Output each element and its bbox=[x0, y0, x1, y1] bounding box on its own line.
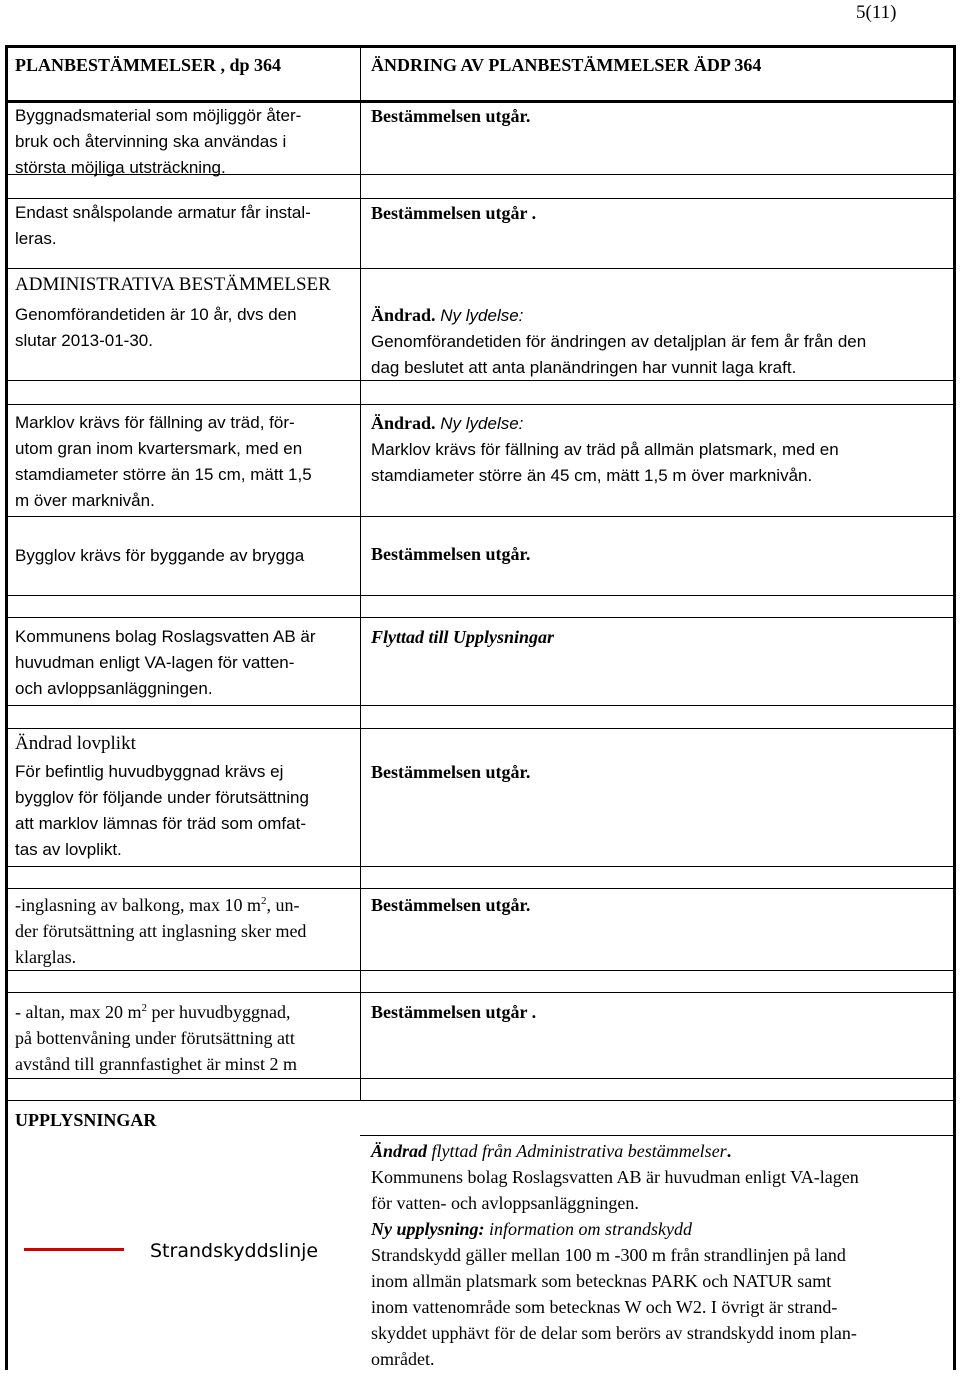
genomforande-change: Ändrad. Ny lydelse: Genomförandetiden för ändringen av detaljplan är fem år från den dag beslutet att anta planändringen har vunnit laga kraft. bbox=[371, 305, 867, 377]
upplysningar-heading: UPPLYSNINGAR bbox=[15, 1110, 157, 1130]
marklov-text: Marklov krävs för fällning av träd, för- utom gran inom kvartersmark, med en stamdiameter större än 15 cm, mätt 1,5 m över marknivån. bbox=[15, 413, 312, 510]
row-divider bbox=[5, 705, 956, 706]
kommunens-text: Kommunens bolag Roslagsvatten AB är huvudman enligt VA-lagen för vatten- och avloppsanläggningen. bbox=[15, 627, 316, 698]
byggnadsmaterial-status: Bestämmelsen utgår. bbox=[371, 106, 531, 126]
bygglov-status: Bestämmelsen utgår. bbox=[371, 544, 531, 564]
row-divider bbox=[5, 1100, 956, 1101]
row-divider bbox=[5, 516, 956, 517]
altan-status: Bestämmelsen utgår . bbox=[371, 1002, 537, 1022]
row-divider bbox=[5, 888, 956, 889]
row-divider bbox=[5, 617, 956, 618]
page-number: 5(11) bbox=[856, 2, 897, 23]
upplysningar-change: Ändrad flyttad från Administrativa bestämmelser. Kommunens bolag Roslagsvatten AB är huvudman enligt VA-lagen för vatten- och avloppsanläggningen. Ny upplysning: information om strandskydd Strandskydd gäller mellan 100 m -300 m från strandlinjen på land inom allmän platsmark som betecknas PARK och NATUR samt inom vattenområde som betecknas W och W2. I övrigt är strand- skyddet upphävt för de delar som berörs av strandskydd inom plan- området. bbox=[371, 1141, 859, 1369]
marklov-change: Ändrad. Ny lydelse: Marklov krävs för fällning av träd på allmän platsmark, med en stamdiameter större än 45 cm, mätt 1,5 m över marknivån. bbox=[371, 413, 839, 485]
lovplikt-text: För befintlig huvudbyggnad krävs ej bygglov för följande under förutsättning att marklov lämnas för träd som omfat- tas av lovplikt. bbox=[15, 762, 309, 859]
header-left: PLANBESTÄMMELSER , dp 364 bbox=[15, 55, 282, 75]
table-left-border bbox=[5, 45, 8, 1370]
admin-heading: ADMINISTRATIVA BESTÄMMELSER bbox=[15, 274, 331, 295]
lovplikt-heading: Ändrad lovplikt bbox=[15, 733, 136, 754]
armatur-text: Endast snålspolande armatur får instal- leras. bbox=[15, 203, 311, 248]
header-right: ÄNDRING AV PLANBESTÄMMELSER ÄDP 364 bbox=[371, 55, 762, 75]
byggnadsmaterial-text: Byggnadsmaterial som möjliggör åter- bruk och återvinning ska användas i största möjliga utsträckning. bbox=[15, 106, 302, 177]
row-divider bbox=[5, 866, 956, 867]
bygglov-text: Bygglov krävs för byggande av brygga bbox=[15, 546, 305, 565]
inglasning-text: -inglasning av balkong, max 10 $m^2$, un- der förutsättning att inglasning sker med klarglas. bbox=[15, 895, 307, 967]
inglasning-status: Bestämmelsen utgår. bbox=[371, 895, 531, 915]
row-divider bbox=[5, 198, 956, 199]
row-divider bbox=[5, 595, 956, 596]
row-divider bbox=[5, 404, 956, 405]
row-divider bbox=[360, 1135, 954, 1136]
altan-text: - altan, max 20 $m^2$ per huvudbyggnad, på bottenvåning under förutsättning att avstånd till grannfastighet är minst 2 m bbox=[15, 1002, 297, 1074]
armatur-status: Bestämmelsen utgår . bbox=[371, 203, 537, 223]
kommunens-status: Flyttad till Upplysningar bbox=[371, 627, 555, 647]
strandskyddslinje-label: Strandskyddslinje bbox=[150, 1240, 319, 1262]
strandskyddslinje-symbol bbox=[24, 1248, 124, 1251]
row-divider bbox=[5, 1078, 956, 1079]
table-top-border bbox=[5, 45, 956, 48]
row-divider bbox=[5, 268, 956, 269]
lovplikt-status: Bestämmelsen utgår. bbox=[371, 762, 531, 782]
row-divider bbox=[5, 992, 956, 993]
column-divider bbox=[360, 47, 361, 1100]
row-divider bbox=[5, 970, 956, 971]
row-divider bbox=[5, 728, 956, 729]
genomforande-text: Genomförandetiden är 10 år, dvs den slutar 2013-01-30. bbox=[15, 305, 297, 350]
table-right-border bbox=[953, 45, 956, 1370]
